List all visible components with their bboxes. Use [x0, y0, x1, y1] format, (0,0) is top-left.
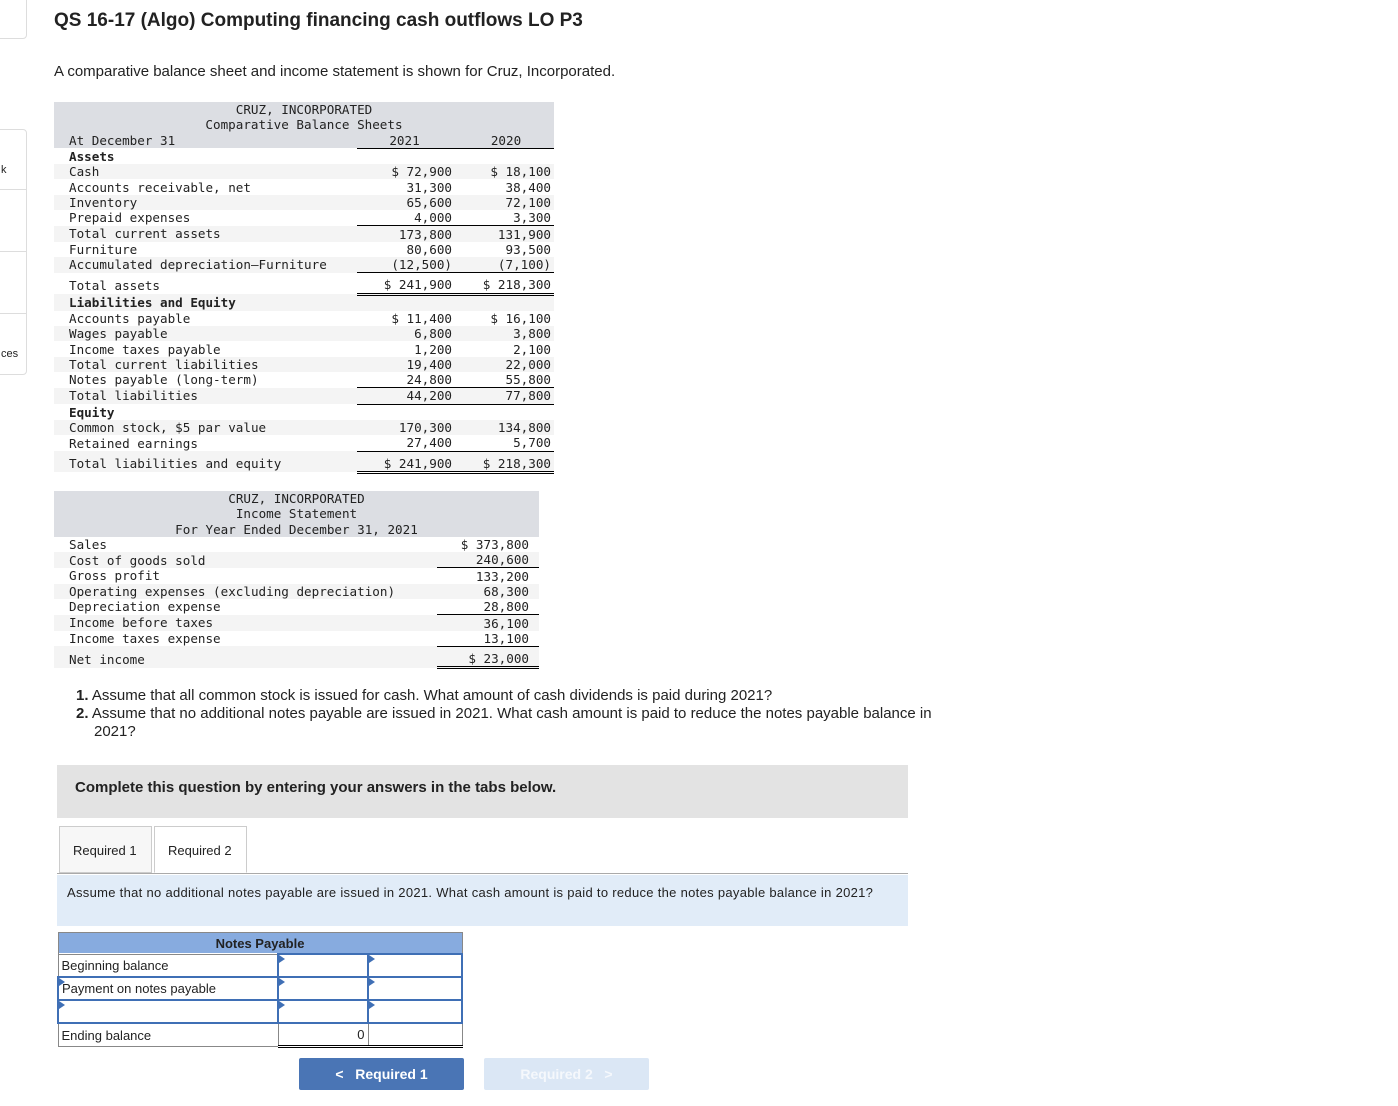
bs-row [54, 226, 554, 242]
bs-value-2020: 22,000 [455, 357, 554, 372]
bs-value-2020: 2,100 [513, 341, 551, 357]
page-title: QS 16-17 (Algo) Computing financing cash outflows LO P3 [54, 10, 583, 31]
prev-required-1-button[interactable] [299, 1058, 464, 1090]
bs-value-2021 [357, 294, 455, 311]
bs-value-2021: 65,600 [357, 195, 455, 210]
bs-value-2021: (12,500) [357, 257, 455, 273]
ending-balance-label: Ending balance [58, 1023, 278, 1047]
balance-sheet [54, 102, 554, 474]
sidebar-item[interactable]: k [0, 130, 26, 190]
is-row-label: Operating expenses (excluding depreciation) [54, 584, 437, 599]
is-row [54, 537, 539, 552]
bs-row-label: Accounts receivable, net [69, 179, 251, 195]
is-value: 240,600 [437, 552, 539, 568]
next-required-2-button [484, 1058, 649, 1090]
instructions-banner: Complete this question by entering your answers in the tabs below. [57, 765, 908, 818]
is-row-label: Cost of goods sold [54, 552, 437, 568]
bs-row [54, 388, 554, 404]
row-label: Beginning balance [58, 954, 278, 977]
bs-value-2020: 5,700 [455, 435, 554, 451]
bs-value-2021: $ 241,900 [357, 451, 455, 472]
row-label-select[interactable] [58, 1000, 278, 1023]
tab-required-1[interactable]: Required 1 [59, 826, 152, 873]
sidebar-panel [0, 0, 27, 39]
is-row [54, 568, 539, 584]
is-title: Income Statement [54, 506, 539, 521]
bs-date-label: At December 31 [54, 133, 357, 149]
bs-value-2020: $ 218,300 [455, 273, 554, 294]
bs-value-2020: 72,100 [455, 195, 554, 210]
is-row [54, 552, 539, 568]
bs-value-2020: 93,500 [505, 241, 551, 257]
bs-row [54, 195, 554, 210]
bs-title: Comparative Balance Sheets [54, 117, 554, 132]
bs-row [54, 210, 554, 226]
bs-value-2020: 3,300 [455, 210, 554, 226]
prev-label: Required 1 [355, 1066, 428, 1082]
sidebar-item[interactable] [0, 190, 26, 252]
bs-row [54, 404, 554, 420]
is-row [54, 599, 539, 615]
bs-value-2020: 38,400 [505, 179, 551, 195]
bs-row-label: Common stock, $5 par value [54, 420, 357, 435]
is-row-label: Income taxes expense [69, 631, 221, 647]
is-value: 13,100 [437, 631, 539, 647]
bs-row [54, 435, 554, 451]
bs-row-label: Total liabilities and equity [54, 451, 357, 472]
bs-row [54, 357, 554, 372]
bs-row-label: Income taxes payable [69, 341, 221, 357]
bs-row-label: Cash [54, 164, 357, 179]
bs-value-2021: $ 11,400 [391, 311, 452, 326]
bs-value-2021: 24,800 [357, 372, 455, 388]
is-row [54, 615, 539, 631]
chevron-left-icon: < [335, 1066, 344, 1082]
bs-value-2020: (7,100) [455, 257, 554, 273]
tab-divider [57, 873, 908, 874]
bs-col-2021: 2021 [357, 133, 455, 149]
bs-row-label: Inventory [54, 195, 357, 210]
bs-row-label: Equity [69, 404, 115, 420]
question-2: 2. Assume that no additional notes payable are issued in 2021. What cash amount is paid to reduce the notes payable balance in 2021? [76, 705, 932, 740]
bs-value-2020: 77,800 [455, 388, 554, 404]
bs-row [54, 341, 554, 356]
bs-row [54, 294, 554, 311]
bs-row-label: Accounts payable [69, 311, 191, 326]
notes-payable-title: Notes Payable [58, 933, 462, 955]
bs-row-label: Retained earnings [69, 435, 198, 451]
bs-row-label: Total current assets [54, 226, 357, 242]
next-label: Required 2 [520, 1066, 593, 1082]
sidebar-item[interactable]: ces [1, 348, 19, 360]
bs-value-2020 [455, 404, 554, 420]
amount-input[interactable] [368, 954, 462, 977]
bs-value-2021: 19,400 [357, 357, 455, 372]
tab-required-2[interactable]: Required 2 [154, 826, 247, 873]
is-value: 28,800 [437, 599, 539, 615]
bs-col-2020: 2020 [455, 133, 554, 149]
bs-value-2021: 1,200 [414, 341, 452, 357]
is-company: CRUZ, INCORPORATED [54, 491, 539, 506]
bs-row-label: Prepaid expenses [69, 210, 191, 226]
ending-balance-value: 0 [278, 1023, 368, 1047]
questions [76, 687, 976, 741]
bs-row-label: Liabilities and Equity [54, 294, 357, 311]
bs-value-2021: 44,200 [357, 388, 455, 404]
bs-value-2021: 170,300 [357, 420, 455, 435]
bs-row-label: Total assets [69, 277, 160, 293]
is-row-label: Sales [69, 537, 107, 553]
bs-row [54, 326, 554, 341]
is-value: 68,300 [437, 584, 539, 599]
is-row-label: Net income [54, 646, 437, 667]
bs-row [54, 242, 554, 257]
bs-value-2020: 131,900 [455, 226, 554, 242]
bs-row [54, 257, 554, 273]
amount-input[interactable] [278, 977, 368, 1000]
bs-row [54, 451, 554, 472]
is-value: $ 373,800 [460, 537, 529, 553]
bs-row-label: Assets [69, 148, 115, 164]
sidebar-item[interactable] [0, 252, 26, 314]
bs-value-2020: 3,800 [455, 326, 554, 341]
question-prompt: Assume that no additional notes payable are issued in 2021. What cash amount is paid to reduce the notes payable balance in 2021? [57, 875, 908, 926]
bs-value-2021 [357, 148, 455, 164]
notes-payable-table [57, 932, 463, 1048]
sidebar-nav [0, 129, 27, 375]
bs-row-label: Accumulated depreciation—Furniture [54, 257, 357, 273]
bs-row [54, 148, 554, 164]
bs-value-2021: $ 241,900 [357, 273, 455, 294]
bs-row [54, 273, 554, 294]
bs-row-label: Notes payable (long-term) [69, 372, 259, 388]
bs-value-2021: 6,800 [357, 326, 455, 341]
bs-value-2020 [455, 294, 554, 311]
bs-value-2021: 80,600 [406, 241, 452, 257]
row-label-select[interactable]: Payment on notes payable [58, 977, 278, 1000]
bs-row-label: Total liabilities [54, 388, 357, 404]
is-row [54, 646, 539, 667]
bs-row [54, 164, 554, 179]
bs-row-label: Furniture [69, 241, 138, 257]
question-1: 1. Assume that all common stock is issued for cash. What amount of cash dividends is paid during 2021? [76, 687, 773, 704]
bs-value-2021: 173,800 [357, 226, 455, 242]
ending-balance-cell [368, 1023, 462, 1047]
is-period: For Year Ended December 31, 2021 [54, 522, 539, 537]
bs-row-label: Total current liabilities [54, 357, 357, 372]
bs-value-2021: $ 72,900 [357, 164, 455, 179]
bs-value-2021: 4,000 [357, 210, 455, 226]
bs-row [54, 179, 554, 194]
bs-value-2020: $ 16,100 [490, 311, 551, 326]
bs-row [54, 372, 554, 388]
amount-input[interactable] [278, 1000, 368, 1023]
is-row [54, 584, 539, 599]
is-value: 133,200 [475, 568, 529, 584]
is-row-label: Gross profit [69, 568, 160, 584]
bs-row [54, 420, 554, 435]
bs-row [54, 311, 554, 326]
bs-value-2020: $ 218,300 [455, 451, 554, 472]
bs-value-2021: 27,400 [357, 435, 455, 451]
is-row-label: Depreciation expense [69, 599, 221, 615]
amount-input[interactable] [368, 1000, 462, 1023]
amount-input[interactable] [278, 954, 368, 977]
bs-value-2020 [455, 148, 554, 164]
bs-row-label: Wages payable [54, 326, 357, 341]
bs-company: CRUZ, INCORPORATED [54, 102, 554, 117]
amount-input[interactable] [368, 977, 462, 1000]
bs-value-2021 [357, 404, 455, 420]
chevron-right-icon: > [604, 1066, 613, 1082]
is-row [54, 631, 539, 647]
bs-value-2020: 55,800 [455, 372, 554, 388]
bs-value-2021: 31,300 [406, 179, 452, 195]
is-value: $ 23,000 [437, 646, 539, 667]
income-statement [54, 491, 539, 669]
bs-value-2020: $ 18,100 [455, 164, 554, 179]
intro-text: A comparative balance sheet and income statement is shown for Cruz, Incorporated. [54, 63, 616, 80]
is-row-label: Income before taxes [54, 615, 437, 631]
is-value: 36,100 [437, 615, 539, 631]
bs-value-2020: 134,800 [455, 420, 554, 435]
